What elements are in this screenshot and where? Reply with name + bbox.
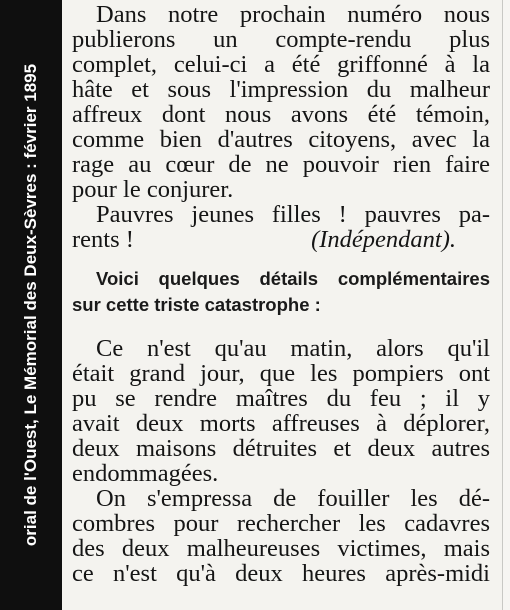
text-line: complet, celui-ci a été griffonné à la <box>72 52 490 77</box>
text-line: comme bien d'autres citoyens, avec la <box>72 127 490 152</box>
source-attribution: (Indépendant). <box>311 227 456 252</box>
text-line: Ce n'est qu'au matin, alors qu'il <box>96 336 490 361</box>
text-line: endommagées. <box>72 461 219 486</box>
text-line: Dans notre prochain numéro nous <box>96 2 490 27</box>
text-line: affreux dont nous avons été témoin, <box>72 102 490 127</box>
text-line: deux maisons détruites et deux autres <box>72 436 490 461</box>
text-line: pu se rendre maîtres du feu ; il y <box>72 386 490 411</box>
paragraph-3 <box>72 336 490 486</box>
text-line-with-source <box>72 227 490 252</box>
text-line: était grand jour, que les pompiers ont <box>72 361 490 386</box>
text-line: ce n'est qu'à deux heures après-midi <box>72 561 490 586</box>
side-caption-strip <box>0 0 62 610</box>
text-line: des deux malheureuses victimes, mais <box>72 536 490 561</box>
paragraph-4 <box>72 486 490 586</box>
text-line: hâte et sous l'impression du malheur <box>72 77 490 102</box>
text-line: publierons un compte-rendu plus <box>72 27 490 52</box>
text-line: avait deux morts affreuses à déplorer, <box>72 411 490 436</box>
subheading-line: Voici quelques détails complémentaires <box>96 268 490 289</box>
subheading <box>72 266 490 318</box>
article-column <box>72 2 490 586</box>
text-line: pour le conjurer. <box>72 177 234 202</box>
paragraph-2 <box>72 202 490 252</box>
text-line: combres pour rechercher les cadavres <box>72 511 490 536</box>
text-line: rage au cœur de ne pouvoir rien faire <box>72 152 490 177</box>
subheading-line: sur cette triste catastrophe : <box>72 294 321 315</box>
text-line: On s'empressa de fouiller les dé- <box>96 486 490 511</box>
source-caption: orial de l'Ouest, Le Mémorial des Deux-Sèvres : février 1895 <box>21 63 40 547</box>
newspaper-clipping <box>62 0 503 610</box>
text-fragment: rents ! <box>72 227 134 252</box>
paragraph-1 <box>72 2 490 202</box>
text-line: Pauvres jeunes filles ! pauvres pa- <box>96 202 490 227</box>
